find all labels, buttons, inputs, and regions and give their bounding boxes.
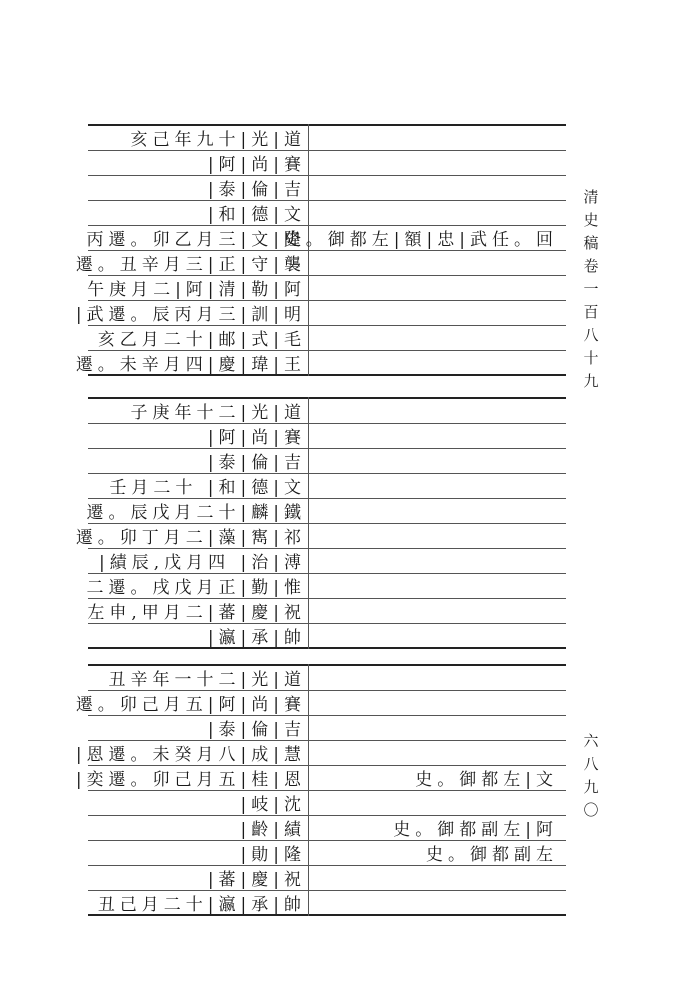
table-row-left: 遷。卯丁月二|藻|寯|祁 [75,528,306,548]
table-row-right [312,740,558,765]
table-row-left: |奕遷。卯己月五|桂|恩 [75,770,306,790]
table-row-left: 壬月二十 |和|德|文 [109,478,306,498]
table-row-left: |瀛|承|帥 [207,628,306,648]
table-row-right [312,150,558,175]
table-row-left: |阿|尚|賽 [207,155,306,175]
table-row-left: 亥乙月二十|邮|式|毛 [97,330,306,350]
table-row-right [312,865,558,890]
table-row-left: 丑辛年一十二|光|道 [108,670,306,690]
table-row-right [312,325,558,350]
table-row-left: |武遷。辰丙月三|訓|明 [75,305,306,325]
table-row-right [312,573,558,598]
table-row-left: |績辰,戊月四 |治|溥 [99,553,306,573]
table-row-right [312,448,558,473]
table-row-right [312,623,558,648]
table-row-right [312,598,558,623]
table-row-right [312,715,558,740]
table-row-right: 史。御都副左|阿 [393,820,558,840]
table-row-left: 二遷。戌戊月正|勤|惟 [86,578,306,598]
table-row-right [312,665,558,690]
roster-table-block-1 [75,124,566,376]
table-row-left: 左申,甲月二|蕃|慶|祝 [87,603,306,623]
table-row-left: 遷。未辛月四|慶|瑋|王 [75,355,306,375]
table-row-right [312,690,558,715]
table-row-right [312,398,558,423]
table-row-right: 史。御都左|文 [415,770,558,790]
table-row-right [312,498,558,523]
table-row-left: 亥己年九十|光|道 [130,130,306,150]
table-row-left: 遷。辰戊月二十|麟|鐵 [86,503,306,523]
table-row-left: |齡|績 [240,820,306,840]
table-row-right [312,200,558,225]
table-row-right [312,890,558,915]
table-row-left: |泰|倫|吉 [207,720,306,740]
book-title-margin: 清史稿卷一百八十九 [583,188,599,390]
table-row-right [312,125,558,150]
table-row-right [312,275,558,300]
table-row-right: 史。御都副左 [426,845,558,865]
table-row-left: |勛|隆 [240,845,306,865]
table-row-left: 午庚月二|阿|清|勒|阿 [87,280,306,300]
table-row-right [312,548,558,573]
table-row-right [312,300,558,325]
table-row-left: |岐|沈 [240,795,306,815]
roster-table-block-2 [75,397,566,649]
table-row-right [312,423,558,448]
table-row-left: 遷。卯己月五|阿|尚|賽 [75,695,306,715]
table-row-left: |泰|倫|吉 [207,180,306,200]
table-row-left: 遷。丑辛月三|正|守|襲 [75,255,306,275]
table-row-left: |蕃|慶|祝 [207,870,306,890]
table-row-left: 丑己月二十|瀛|承|帥 [97,895,306,915]
table-row-left: |泰|倫|吉 [207,453,306,473]
table-row-right [312,523,558,548]
table-row-left: |阿|尚|賽 [207,428,306,448]
table-row-right: 史。御都左|額|忠|武任。回 [283,230,558,250]
roster-table-block-3 [75,664,566,916]
table-row-right [312,790,558,815]
table-row-right [312,175,558,200]
table-row-right [312,250,558,275]
page-number: 六八九〇 [583,732,599,819]
table-row-right [312,350,558,375]
table-row-left: |恩遷。未癸月八|成|慧 [75,745,306,765]
table-row-left: |和|德|文 [207,205,306,225]
table-row-left: 丙遷。卯乙月三|文|隆 [86,230,306,250]
table-row-right [312,473,558,498]
table-row-left: 子庚年十二|光|道 [130,403,306,423]
